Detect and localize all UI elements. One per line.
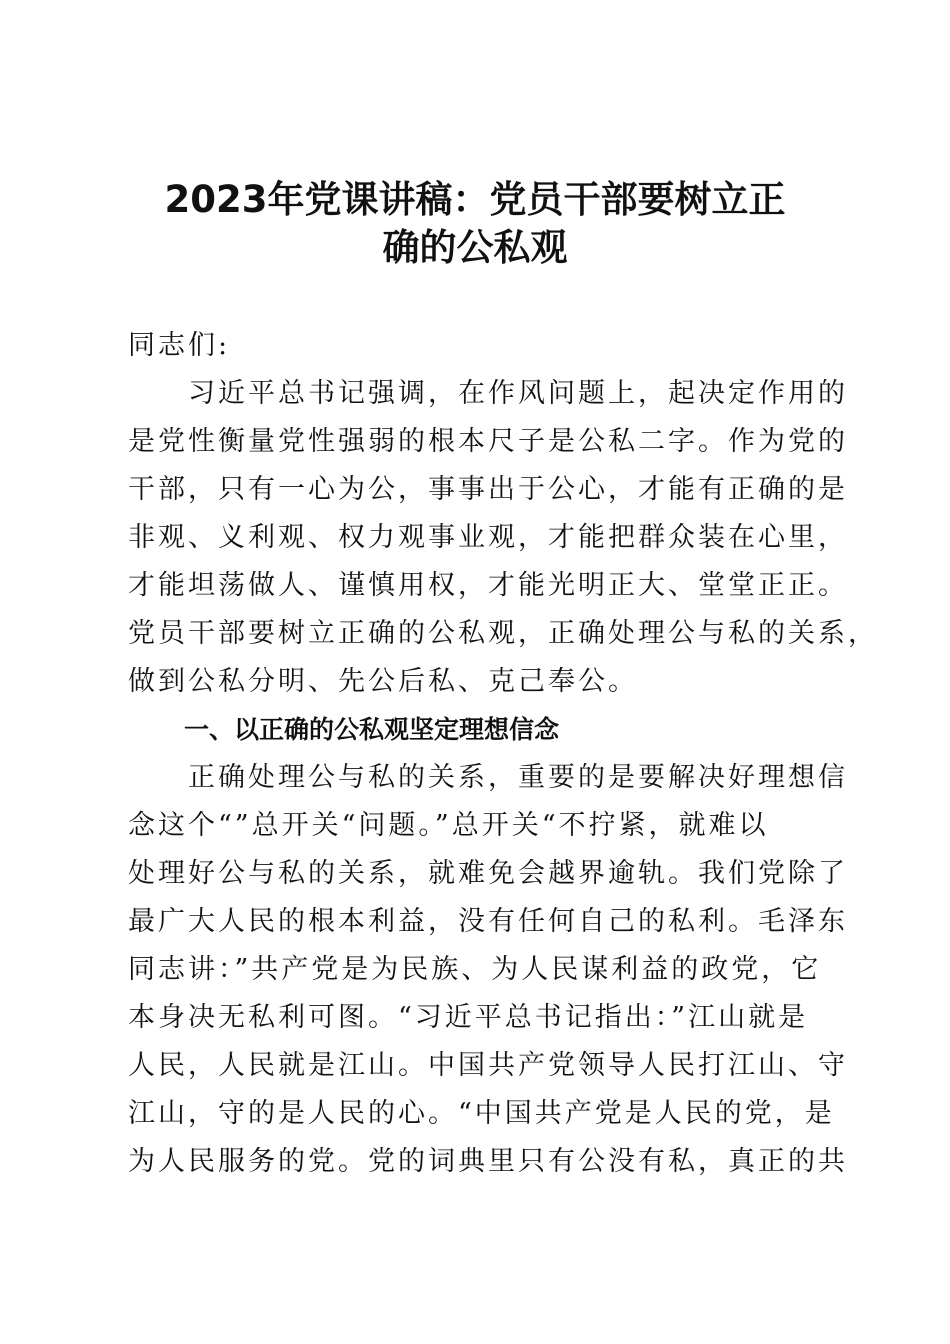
document-title-line-1: 2023年党课讲稿：党员干部要树立正 — [164, 178, 786, 221]
paragraph-2-line-6: 本身决无私利可图。“习近平总书记指出：”江山就是 — [128, 1002, 809, 1033]
paragraph-1-line-2: 是党性衡量党性强弱的根本尺子是公私二字。作为党的 — [128, 426, 848, 457]
salutation: 同志们: — [128, 330, 231, 361]
paragraph-2-line-2: 念这个“”总开关“问题。”总开关“不拧紧，就难以 — [128, 810, 769, 841]
paragraph-1-line-4: 非观、义利观、权力观事业观，才能把群众装在心里， — [128, 522, 848, 553]
paragraph-1-line-5: 才能坦荡做人、谨慎用权，才能光明正大、堂堂正正。 — [128, 570, 848, 601]
paragraph-1-line-7: 做到公私分明、先公后私、克己奉公。 — [128, 666, 638, 697]
paragraph-1-line-6: 党员干部要树立正确的公私观，正确处理公与私的关系， — [128, 618, 878, 649]
paragraph-2-line-9: 为人民服务的党。党的词典里只有公没有私，真正的共 — [128, 1146, 848, 1177]
paragraph-2-line-7: 人民，人民就是江山。中国共产党领导人民打江山、守 — [128, 1050, 848, 1081]
paragraph-1-line-3: 干部，只有一心为公，事事出于公心，才能有正确的是 — [128, 474, 848, 505]
paragraph-2-line-5: 同志讲：”共产党是为民族、为人民谋利益的政党，它 — [128, 954, 822, 985]
paragraph-2-line-3: 处理好公与私的关系，就难免会越界逾轨。我们党除了 — [128, 858, 848, 889]
paragraph-2-line-8: 江山，守的是人民的心。“中国共产党是人民的党，是 — [128, 1098, 835, 1129]
paragraph-2-line-4: 最广大人民的根本利益，没有任何自己的私利。毛泽东 — [128, 906, 848, 937]
paragraph-2-line-1: 正确处理公与私的关系，重要的是要解决好理想信 — [128, 762, 848, 793]
section-1-heading: 一、以正确的公私观坚定理想信念 — [184, 715, 560, 744]
document-title-line-2: 确的公私观 — [382, 226, 568, 269]
paragraph-1-line-1: 习近平总书记强调，在作风问题上，起决定作用的 — [128, 378, 848, 409]
